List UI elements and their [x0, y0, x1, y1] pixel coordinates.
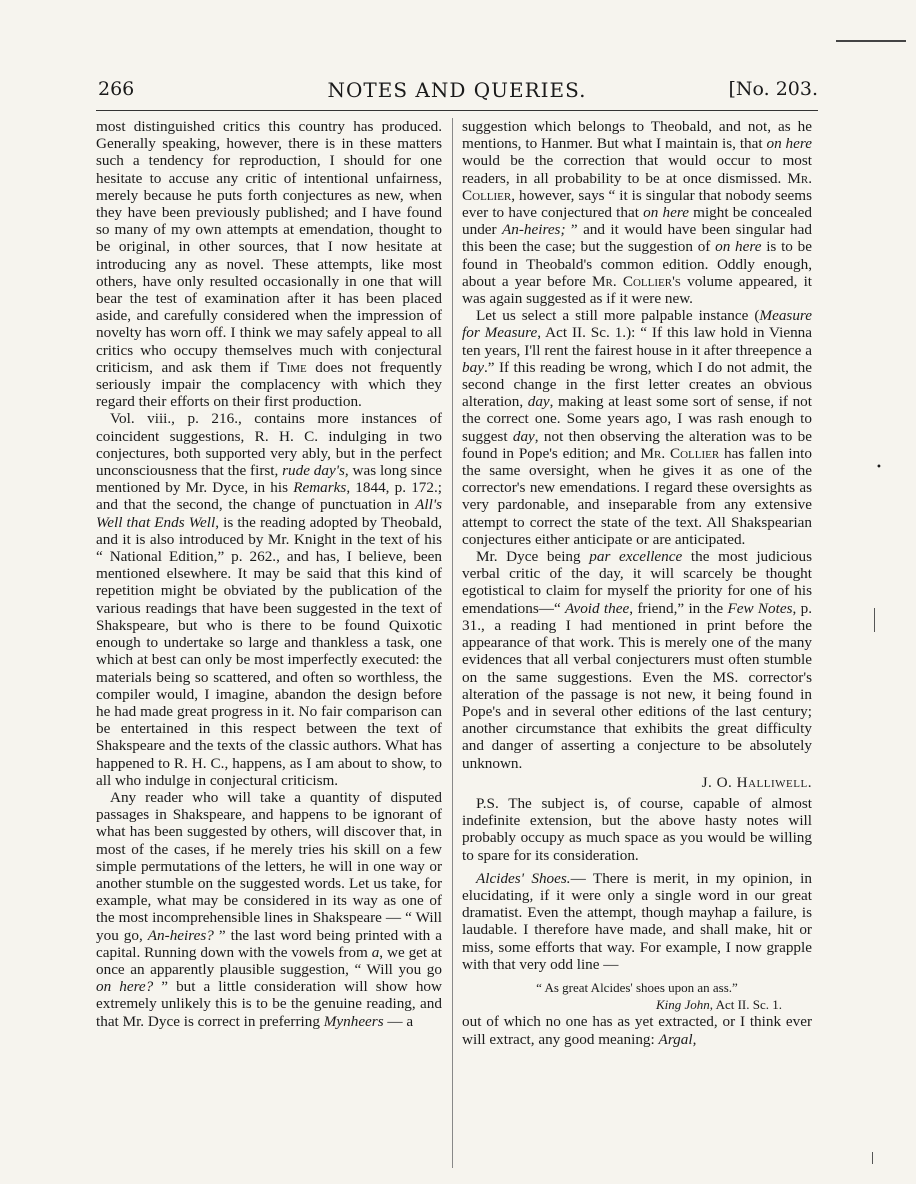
text-run: Vol. viii., p. 216., contains more instances of coincident suggestions, R. H. C. indulging in two conjectures, both supported very ably, but in the perfect unconsciousness that the first, [96, 410, 442, 480]
margin-mark [874, 608, 875, 632]
italic-run: Few Notes [727, 599, 793, 617]
small-caps-run: Mr. Collier [640, 444, 720, 462]
paragraph [462, 1013, 812, 1047]
text-run: the most judicious verbal critic of the day, it will scarcely be thought egotistical to claim for myself the priority for one of his emendations—“ [462, 548, 812, 617]
text-run: Any reader who will take a quantity of disputed passages in Shakspeare, and happens to be ignorant of what has been suggested by others, will discover that, in most of the cases, if he merely tries his skill on a few simple permutations of the letters, he will in one way or another stumble on the suggested words. Let us take, for example, what may be considered in its way as one of the most incomprehensible lines in Shakspeare — “ Will you go, [96, 788, 442, 944]
italic-run: on here [715, 238, 762, 256]
italic-run: on here [643, 204, 689, 222]
column-divider [452, 118, 453, 1168]
text-run: , friend,” in the [629, 599, 728, 617]
text-run: Mr. Dyce being [476, 548, 590, 566]
text-run: , p. 31., a reading I had mentioned in print before the appearance of that work. This is merely one of the many evidences that all verbal conjecturers must often stumble on the same suggestions. Even the MS. corrector's alteration of the passage is not new, it being found in Pope's and in several other editions of the last century; another circumstance that exhibits the great difficulty and danger of asserting a conjecture to be absolutely unknown. [462, 599, 812, 772]
postscript [462, 795, 812, 864]
running-header [96, 78, 818, 108]
italic-run: day [512, 427, 535, 445]
margin-mark [872, 1152, 873, 1164]
paragraph [96, 118, 442, 410]
text-run: has fallen into the same oversight, when he gives it as one of the corrector's new emendations. I regard these oversights as very pardonable, and inseparable from any extensive attempt to correct the state of the text. All Shakspearian conjectures either anticipate or are anticipated. [462, 444, 812, 548]
text-run: P.S. The subject is, of course, capable of almost indefinite extension, but the above hasty notes will probably occupy as much space as you would be willing to spare for its consideration. [462, 794, 812, 864]
text-run: is to be found in Theobald's common edition. Oddly enough, about a year before [462, 238, 812, 290]
text-run: , making at least some sort of sense, if not the correct one. Some years ago, I was rash enough to suggest [462, 393, 812, 445]
italic-run: Argal, [658, 1030, 697, 1048]
text-run: , is the reading adopted by Theobald, and it is also introduced by Mr. Knight in the text of his “ National Edition,” p. 262., and has, I believe, been mentioned elsewhere. It may be said that this kind of repetition might be obviated by the publication of the various readings that have been suggested in the text of Shakspeare, but who is there to be found Quixotic enough to undertake so large and thankless a task, one which at best can only be most imperfectly executed: the materials being so scattered, and often so worthless, the compiler would, I imagine, abandon the design before he had made great progress in it. No fair comparison can be entertained in this respect between the text of Shakspeare and the texts of the classic authors. What has happened to R. H. C., happens, as I am about to show, to all who indulge in conjectural criticism. [96, 513, 442, 789]
text-run: out of which no one has as yet extracted, or I think ever will extract, any good meaning: [462, 1013, 812, 1048]
italic-run: Mynheers [323, 1012, 384, 1030]
text-run: , was long since mentioned by Mr. Dyce, in his [96, 462, 442, 497]
text-run: suggestion which belongs to Theobald, and not, as he mentions, to Hanmer. But what I maintain is, that [462, 118, 812, 153]
italic-run: a [371, 943, 380, 961]
text-run: ” the last word being printed with a capital. Running down with the vowels from [96, 926, 442, 961]
page-number: 266 [98, 78, 135, 100]
text-run: , Act II. Sc. 1.): “ If this law hold in Vienna ten years, I'll rent the fairest house in it after threepence a [462, 324, 812, 359]
left-column [96, 118, 442, 1164]
quote-citation [462, 996, 782, 1013]
text-run: most distinguished critics this country has produced. Generally speaking, however, there is in these matters such a tendency for reproduction, I should for one hesitate to accuse any critic of intentional unfairness, merely because he puts forth conjectures as new, when they have been previously published; and I have found so many of my own attempts at emendation, thought to be original, in other sources, that I now hesitate at introducing any as novel. These attempts, like most others, have only resulted occasionally in one that will bear the test of examination after it has been placed aside, and carefully considered when the impression of novelty has worn off. I think we may safely appeal to all critics who occupy themselves much with conjectural criticism, and ask them if [96, 118, 442, 376]
text-run: , however, says “ it is singular that nobody seems ever to have conjectured that [462, 186, 812, 222]
issue-number: [No. 203. [728, 78, 818, 100]
page-edge-rule [836, 40, 906, 42]
small-caps-run: Mr. Collier [462, 169, 812, 204]
text-run: — There is merit, in my opinion, in elucidating, if it were only a single word in our great dramatist. Even the attempt, though mayhap a failure, is laudable. I therefore have made, and shall make, hit or miss, some efforts that way. For example, I now grapple with that very odd line — [462, 869, 812, 973]
italic-run: day [527, 393, 550, 411]
italic-run: on here? [96, 978, 154, 996]
italic-run: King John [655, 997, 710, 1013]
italic-run: Remarks [293, 479, 347, 497]
text-run: might be concealed under [462, 204, 812, 239]
right-column [462, 118, 812, 1164]
italic-run: rude day's [282, 462, 345, 480]
text-run: , Act II. Sc. 1. [709, 997, 782, 1013]
text-run: , not then observing the alteration was to be found in Pope's edition; and [462, 427, 812, 462]
text-run: ” but a little consideration will show how extremely unlikely this is to be the genuine reading, and that Mr. Dyce is correct in preferring [96, 978, 442, 1030]
text-run: would be the correction that would occur to most readers, in all probability to be at once dismissed. [462, 152, 812, 187]
small-caps-run: Mr. Collier's [592, 272, 681, 290]
text-run: Time [277, 358, 307, 376]
paragraph [462, 118, 812, 307]
paragraph [462, 870, 812, 973]
paragraph [462, 548, 812, 772]
text-run: does not frequently seriously impair the complacency with which they regard their efforts on their first production. [96, 358, 442, 411]
text-run: — a [383, 1012, 414, 1030]
text-run: Let us select a still more palpable instance ( [476, 307, 760, 325]
header-rule [96, 110, 818, 111]
text-run: ” and it would have been singular had this been the case; but the suggestion of [462, 221, 812, 256]
block-quote: “ As great Alcides' shoes upon an ass.” [536, 979, 738, 995]
paragraph [96, 410, 442, 788]
margin-mark: • [876, 462, 882, 473]
paragraph [462, 307, 812, 548]
italic-run: An-heires? [147, 926, 214, 944]
text-run: , 1844, p. 172.; and that the second, the change of punctuation in [96, 479, 442, 514]
signature-line [462, 774, 812, 791]
text-run: , we get at once an apparently plausible suggestion, “ Will you go [96, 943, 442, 978]
italic-run: An-heires; [501, 221, 566, 239]
italic-run: Avoid thee [565, 599, 630, 617]
italic-run: bay [462, 358, 484, 376]
italic-run: par excellence [589, 548, 683, 566]
italic-run: All's Well that Ends Well [96, 496, 442, 531]
italic-run: Measure for Measure [462, 307, 812, 342]
text-run: volume appeared, it was again suggested as if it were new. [462, 272, 812, 308]
article-title: Alcides' Shoes. [476, 869, 571, 887]
paragraph [96, 789, 442, 1030]
text-run: .” If this reading be wrong, which I do not admit, the second change in the first letter creates an obvious alteration, [462, 358, 812, 411]
journal-title: NOTES AND QUERIES. [327, 78, 587, 102]
author-signature: J. O. Halliwell. [701, 773, 812, 791]
italic-run: on here [766, 135, 812, 153]
